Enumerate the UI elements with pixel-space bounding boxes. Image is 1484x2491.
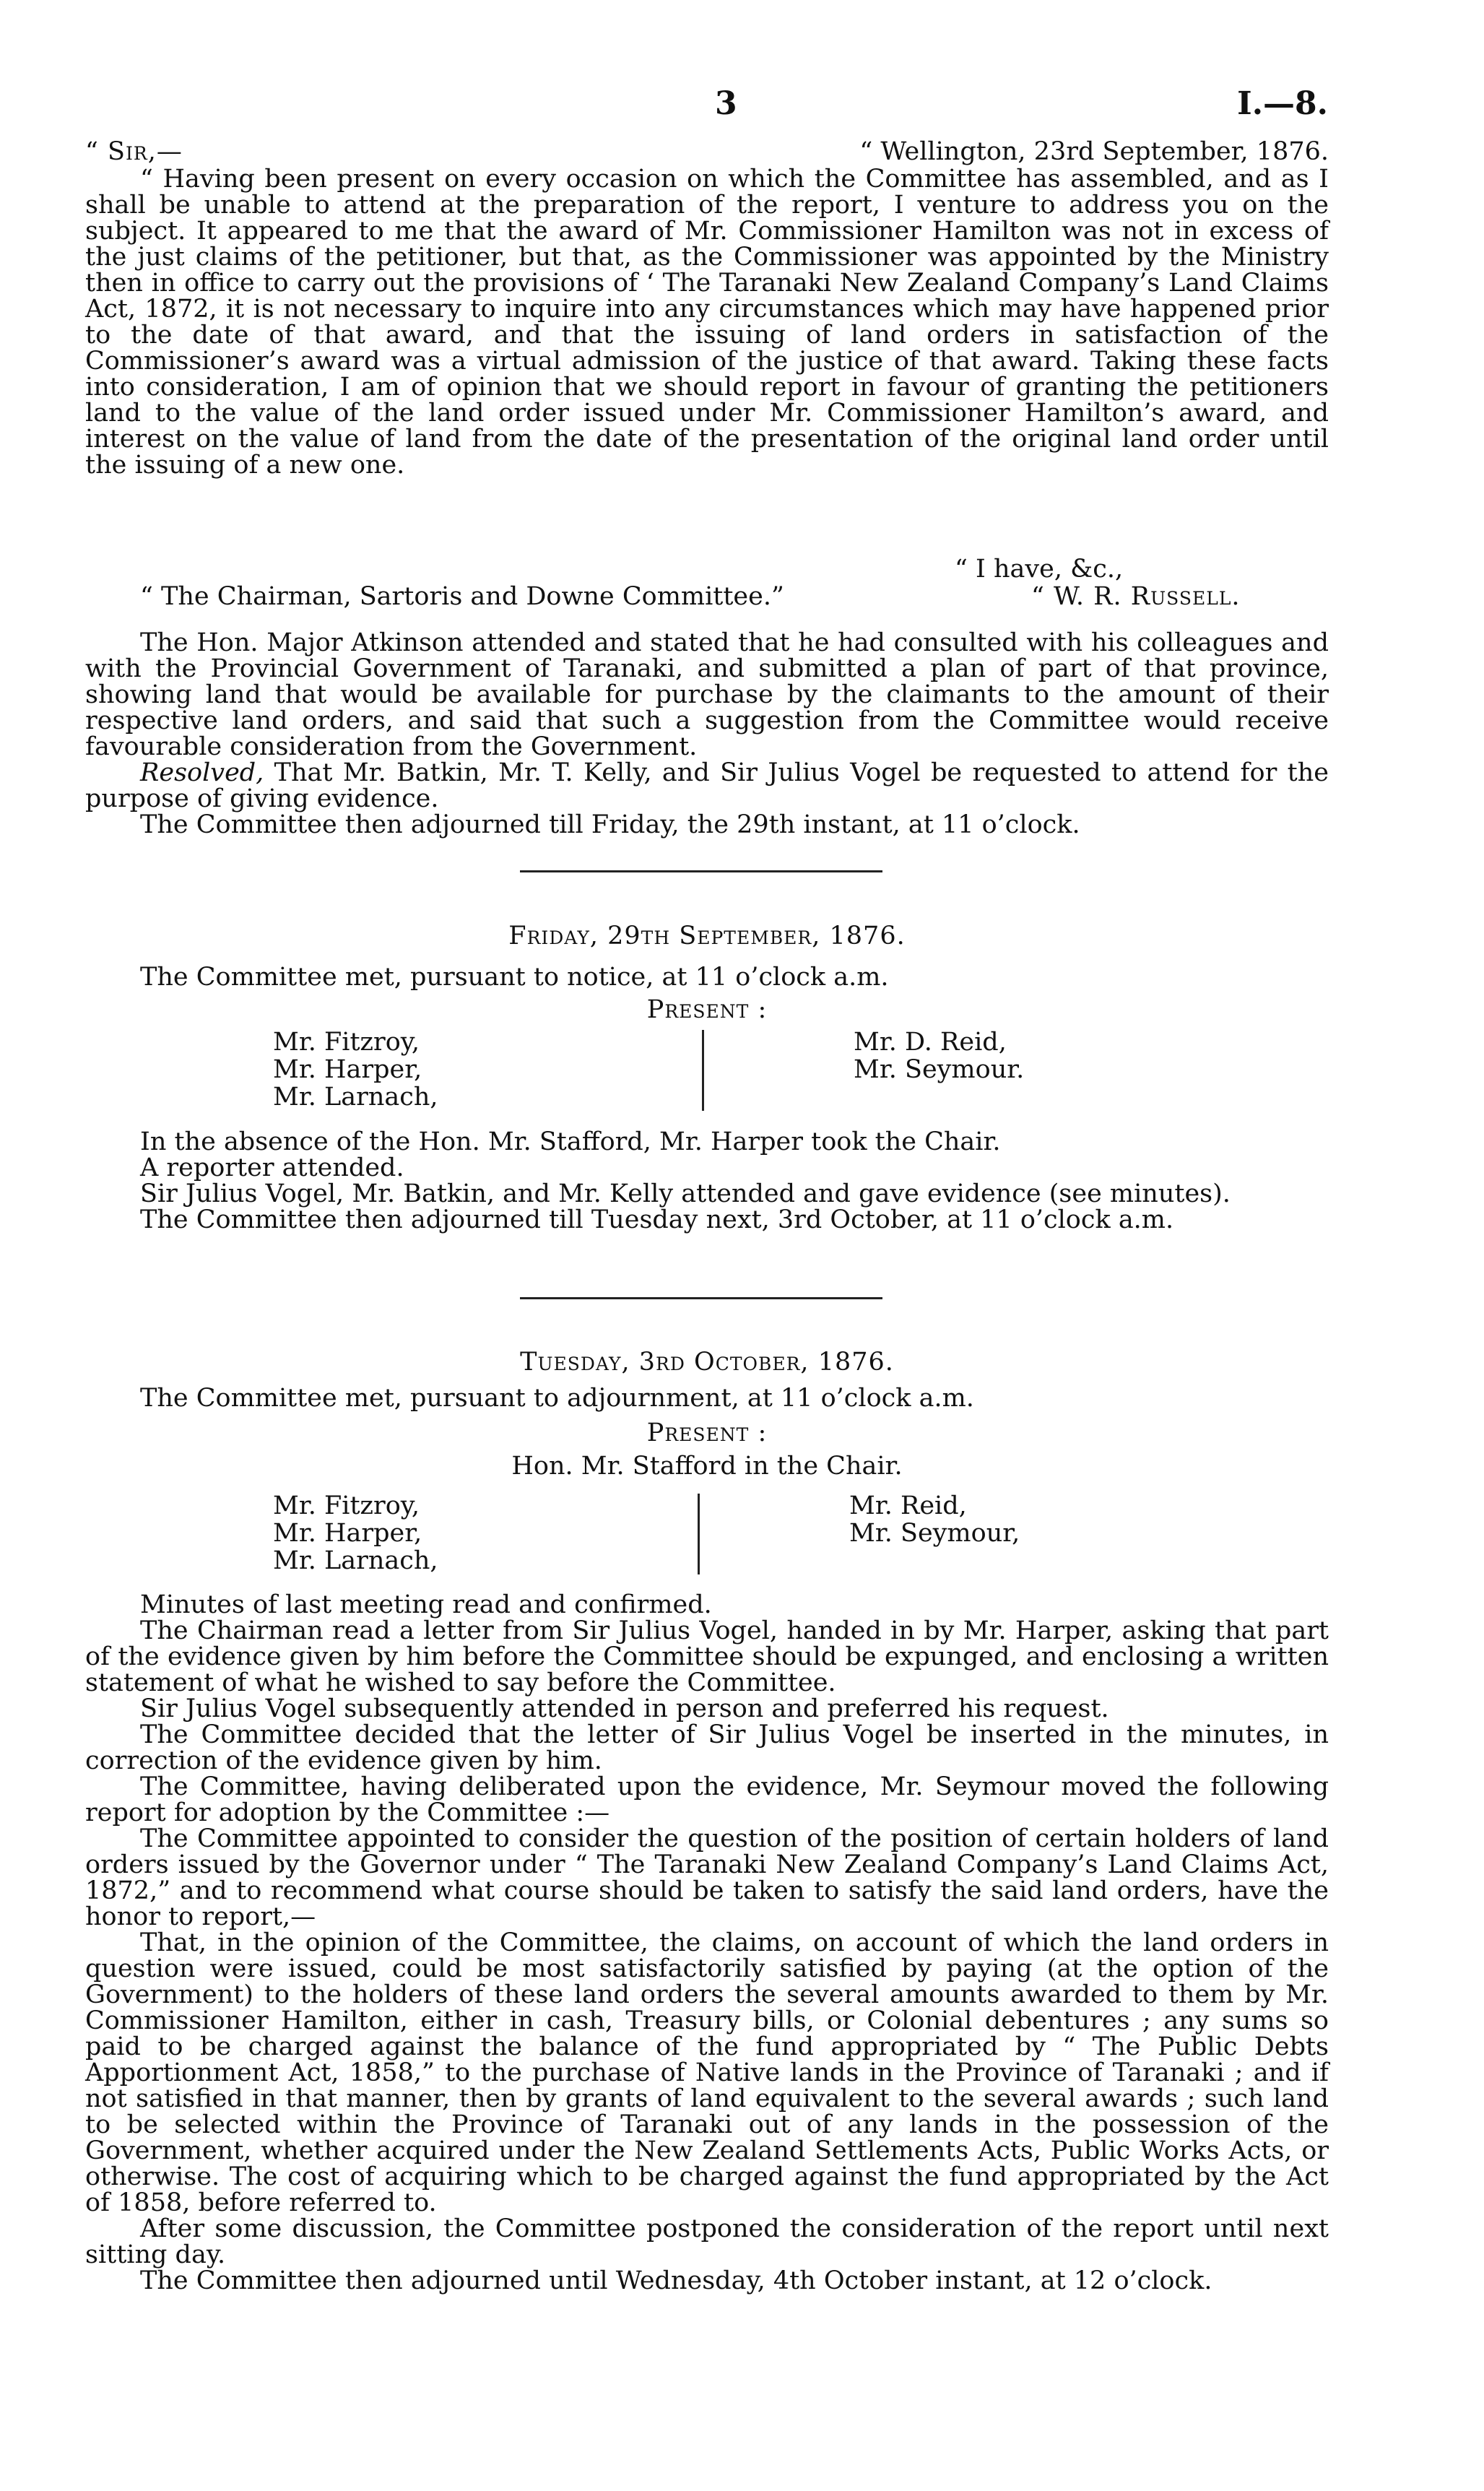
- resolved-paragraph: [85, 760, 1329, 812]
- friday-heading: Friday, 29th September, 1876.: [508, 922, 906, 950]
- members-divider: [698, 1494, 700, 1574]
- resolved-label: Resolved,: [140, 758, 264, 787]
- member: Mr. Seymour.: [854, 1055, 1025, 1084]
- member: Mr. Larnach,: [273, 1083, 438, 1112]
- friday-present-label: Present :: [646, 995, 768, 1024]
- tuesday-present-label: Present :: [646, 1418, 768, 1447]
- tuesday-met: The Committee met, pursuant to adjournment, at 11 o’clock a.m.: [140, 1384, 974, 1413]
- letter-salutation: “ Sir,—: [85, 137, 183, 166]
- tuesday-paragraph: The Committee, having deliberated upon the evidence, Mr. Seymour moved the following report for adoption by the Committee :—: [85, 1772, 1329, 1827]
- tuesday-minutes: [85, 1592, 1329, 2294]
- friday-line: The Committee then adjourned till Tuesday next, 3rd October, at 11 o’clock a.m.: [140, 1205, 1174, 1234]
- resolved-text: That Mr. Batkin, Mr. T. Kelly, and Sir Julius Vogel be requested to attend for the purpose of giving evidence.: [85, 758, 1329, 813]
- friday-line: In the absence of the Hon. Mr. Stafford, Mr. Harper took the Chair.: [140, 1127, 1001, 1156]
- section-divider: [520, 870, 882, 872]
- member: Mr. Fitzroy,: [273, 1028, 420, 1057]
- letter-addressee: “ The Chairman, Sartoris and Downe Committee.”: [140, 582, 784, 611]
- report-paragraph: The Committee appointed to consider the question of the position of certain holders of land orders issued by the Governor under “ The Taranaki New Zealand Company’s Land Claims Act, 1872,” and to recommend what course should be taken to satisfy the said land orders, have the honor to report,—: [85, 1824, 1329, 1931]
- friday-members-left: [273, 1028, 438, 1111]
- member: Mr. Reid,: [849, 1491, 967, 1520]
- adjourned-friday: The Committee then adjourned till Friday, the 29th instant, at 11 o’clock.: [140, 810, 1080, 839]
- page-number: 3: [715, 85, 737, 122]
- letter-body: “ Having been present on every occasion on which the Committee has assembled, and as I shall be unable to attend at the preparation of the report, I venture to address you on the subject. It appeared to me that the award of Mr. Commissioner Hamilton was not in excess of the just claims of the petitioner, but that, as the Commissioner was appointed by the Ministry then in office to carry out the provisions of ‘ The Taranaki New Zealand Company’s Land Claims Act, 1872, it is not necessary to inquire into any circumstances which may have happened prior to the date of that award, and that the issuing of land orders in satisfaction of the Commissioner’s award was a virtual admission of the justice of that award. Taking these facts into consideration, I am of opinion that we should report in favour of granting the petitioners land to the value of the land order issued under Mr. Commissioner Hamilton’s award, and interest on the value of land from the date of the presentation of the original land order until the issuing of a new one.: [85, 165, 1329, 480]
- letter-opening: [85, 139, 1329, 168]
- member: Mr. Harper,: [273, 1055, 422, 1084]
- tuesday-paragraph: The Chairman read a letter from Sir Julius Vogel, handed in by Mr. Harper, asking that part of the evidence given by him before the Committee should be expunged, and enclosing a written statement of what he wished to say before the Committee.: [85, 1616, 1329, 1697]
- tuesday-paragraph: The Committee then adjourned until Wednesday, 4th October instant, at 12 o’clock.: [140, 2266, 1212, 2295]
- letter-signature: “ W. R. Russell.: [1031, 582, 1241, 611]
- member: Mr. Seymour,: [849, 1519, 1020, 1548]
- report-paragraph: That, in the opinion of the Committee, the claims, on account of which the land orders in question were issued, could be most satisfactorily satisfied by paying (at the option of the Government) to the holders of these land orders the several amounts awarded to them by Mr. Commissioner Hamilton, either in cash, Treasury bills, or Colonial debentures ; any sums so paid to be charged against the balance of the fund appropriated by “ The Public Debts Apportionment Act, 1858,” to the purchase of Native lands in the Province of Taranaki ; and if not satisfied in that manner, then by grants of land equivalent to the several awards ; such land to be selected within the Province of Taranaki out of any lands in the possession of the Government, whether acquired under the New Zealand Settlements Acts, Public Works Acts, or otherwise. The cost of acquiring which to be charged against the fund appropriated by the Act of 1858, before referred to.: [85, 1928, 1329, 2217]
- friday-met: The Committee met, pursuant to notice, at 11 o’clock a.m.: [140, 963, 889, 992]
- tuesday-paragraph: Minutes of last meeting read and confirmed.: [140, 1590, 712, 1619]
- member: Mr. Larnach,: [273, 1546, 438, 1575]
- tuesday-members-left: [273, 1492, 438, 1574]
- tuesday-paragraph: After some discussion, the Committee postponed the consideration of the report until next sitting day.: [85, 2214, 1329, 2269]
- friday-members: [0, 1028, 1484, 1115]
- member: Mr. Fitzroy,: [273, 1491, 420, 1520]
- atkinson-paragraph: The Hon. Major Atkinson attended and stated that he had consulted with his colleagues and with the Provincial Government of Taranaki, and submitted a plan of part of that province, showing land that would be available for purchase by the claimants to the amount of their respective land orders, and said that such a suggestion from the Committee would receive favourable consideration from the Government.: [85, 628, 1329, 761]
- letter-body-block: [85, 166, 1329, 478]
- tuesday-met-block: [85, 1385, 1329, 1411]
- members-divider: [702, 1030, 704, 1111]
- letter-dateline: “ Wellington, 23rd September, 1876.: [859, 137, 1329, 166]
- friday-minutes: [85, 1129, 1329, 1233]
- tuesday-heading: Tuesday, 3rd October, 1876.: [520, 1348, 894, 1377]
- friday-met-block: [85, 964, 1329, 990]
- atkinson-paragraph-block: [85, 630, 1329, 838]
- member: Mr. D. Reid,: [854, 1028, 1007, 1057]
- friday-line: A reporter attended.: [140, 1153, 404, 1182]
- friday-line: Sir Julius Vogel, Mr. Batkin, and Mr. Kelly attended and gave evidence (see minutes).: [140, 1179, 1231, 1208]
- tuesday-members-right: [849, 1492, 1020, 1547]
- letter-closing-block: [85, 556, 1329, 614]
- page-header: [0, 85, 1484, 129]
- tuesday-chair: Hon. Mr. Stafford in the Chair.: [511, 1452, 903, 1481]
- member: Mr. Harper,: [273, 1519, 422, 1548]
- letter-closing: “ I have, &c.,: [955, 555, 1124, 584]
- tuesday-members: [0, 1492, 1484, 1579]
- section-divider: [520, 1297, 882, 1299]
- tuesday-paragraph: Sir Julius Vogel subsequently attended in person and preferred his request.: [140, 1694, 1109, 1723]
- document-reference: I.—8.: [1237, 85, 1328, 122]
- friday-members-right: [854, 1028, 1024, 1083]
- tuesday-paragraph: The Committee decided that the letter of Sir Julius Vogel be inserted in the minutes, in correction of the evidence given by him.: [85, 1720, 1329, 1775]
